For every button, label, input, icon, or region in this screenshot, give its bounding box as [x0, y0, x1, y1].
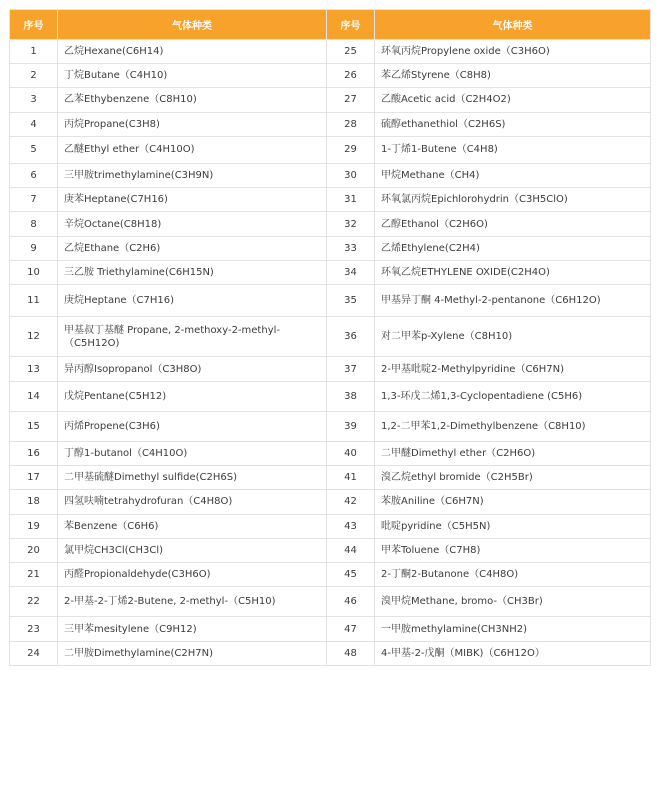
table-row [10, 212, 651, 236]
gas-name-left: 庚苯Heptane(C7H16) [58, 188, 327, 212]
row-number-left: 11 [10, 285, 58, 317]
table-row [10, 136, 651, 163]
gas-name-left: 三甲胺trimethylamine(C3H9N) [58, 163, 327, 187]
gas-name-left: 二甲基硫醚Dimethyl sulfide(C2H6S) [58, 465, 327, 489]
row-number-left: 17 [10, 465, 58, 489]
row-number-left: 22 [10, 587, 58, 617]
table-row [10, 40, 651, 64]
row-number-left: 14 [10, 381, 58, 411]
gas-name-left: 辛烷Octane(C8H18) [58, 212, 327, 236]
gas-name-left: 三甲苯mesitylene（C9H12) [58, 617, 327, 641]
gas-name-left: 乙醚Ethyl ether（C4H10O) [58, 136, 327, 163]
table-row [10, 641, 651, 665]
row-number-right: 26 [327, 64, 375, 88]
row-number-right: 25 [327, 40, 375, 64]
gas-name-right: 对二甲苯p-Xylene（C8H10) [375, 317, 651, 357]
gas-name-left: 苯Benzene（C6H6) [58, 514, 327, 538]
table-row [10, 441, 651, 465]
table-body [10, 40, 651, 666]
table-row [10, 538, 651, 562]
row-number-left: 9 [10, 236, 58, 260]
gas-name-left: 异丙醇Isopropanol（C3H8O) [58, 357, 327, 381]
gas-name-left: 乙苯Ethybenzene（C8H10) [58, 88, 327, 112]
table-row [10, 490, 651, 514]
table-row [10, 411, 651, 441]
gas-name-left: 2-甲基-2-丁烯2-Butene, 2-methyl-（C5H10) [58, 587, 327, 617]
table-row [10, 465, 651, 489]
gas-name-right: 吡啶pyridine（C5H5N) [375, 514, 651, 538]
gas-types-table [9, 9, 651, 666]
row-number-right: 28 [327, 112, 375, 136]
row-number-left: 24 [10, 641, 58, 665]
table-row [10, 188, 651, 212]
row-number-right: 47 [327, 617, 375, 641]
table-row [10, 357, 651, 381]
table-row [10, 317, 651, 357]
table-row [10, 88, 651, 112]
table-row [10, 587, 651, 617]
gas-name-right: 环氧乙烷ETHYLENE OXIDE(C2H4O) [375, 261, 651, 285]
gas-name-right: 二甲醚Dimethyl ether（C2H6O) [375, 441, 651, 465]
gas-name-right: 乙酸Acetic acid（C2H4O2) [375, 88, 651, 112]
gas-name-left: 三乙胺 Triethylamine(C6H15N) [58, 261, 327, 285]
gas-name-left: 二甲胺Dimethylamine(C2H7N) [58, 641, 327, 665]
gas-name-right: 2-丁酮2-Butanone（C4H8O) [375, 563, 651, 587]
row-number-right: 31 [327, 188, 375, 212]
gas-name-left: 丁醇1-butanol（C4H10O) [58, 441, 327, 465]
header-num-left: 序号 [10, 10, 58, 40]
table-row [10, 64, 651, 88]
row-number-left: 18 [10, 490, 58, 514]
row-number-right: 38 [327, 381, 375, 411]
table-row [10, 381, 651, 411]
gas-name-right: 2-甲基吡啶2-Methylpyridine（C6H7N) [375, 357, 651, 381]
row-number-left: 20 [10, 538, 58, 562]
row-number-right: 39 [327, 411, 375, 441]
row-number-left: 4 [10, 112, 58, 136]
gas-name-right: 1,2-二甲苯1,2-Dimethylbenzene（C8H10) [375, 411, 651, 441]
table-row [10, 236, 651, 260]
gas-name-right: 溴甲烷Methane, bromo-（CH3Br) [375, 587, 651, 617]
gas-name-right: 苯乙烯Styrene（C8H8) [375, 64, 651, 88]
gas-name-right: 甲基异丁酮 4-Methyl-2-pentanone（C6H12O) [375, 285, 651, 317]
row-number-left: 2 [10, 64, 58, 88]
gas-name-right: 一甲胺methylamine(CH3NH2) [375, 617, 651, 641]
row-number-right: 27 [327, 88, 375, 112]
gas-name-right: 硫醇ethanethiol（C2H6S) [375, 112, 651, 136]
table-row [10, 285, 651, 317]
gas-name-right: 环氧氯丙烷Epichlorohydrin（C3H5ClO) [375, 188, 651, 212]
row-number-left: 21 [10, 563, 58, 587]
gas-name-left: 戊烷Pentane(C5H12) [58, 381, 327, 411]
gas-name-left: 庚烷Heptane（C7H16) [58, 285, 327, 317]
gas-name-left: 四氢呋喃tetrahydrofuran（C4H8O) [58, 490, 327, 514]
table-row [10, 514, 651, 538]
gas-name-right: 4-甲基-2-戊酮（MIBK)（C6H12O） [375, 641, 651, 665]
gas-name-left: 甲基叔丁基醚 Propane, 2-methoxy-2-methyl-（C5H12O) [58, 317, 327, 357]
row-number-left: 8 [10, 212, 58, 236]
row-number-right: 29 [327, 136, 375, 163]
row-number-left: 13 [10, 357, 58, 381]
gas-name-left: 丁烷Butane（C4H10) [58, 64, 327, 88]
row-number-left: 12 [10, 317, 58, 357]
row-number-left: 15 [10, 411, 58, 441]
gas-name-left: 氯甲烷CH3Cl(CH3Cl) [58, 538, 327, 562]
gas-name-right: 甲苯Toluene（C7H8) [375, 538, 651, 562]
row-number-right: 44 [327, 538, 375, 562]
row-number-right: 41 [327, 465, 375, 489]
table-row [10, 261, 651, 285]
gas-name-left: 丙烯Propene(C3H6) [58, 411, 327, 441]
row-number-left: 23 [10, 617, 58, 641]
row-number-left: 6 [10, 163, 58, 187]
gas-name-right: 乙醇Ethanol（C2H6O) [375, 212, 651, 236]
row-number-right: 48 [327, 641, 375, 665]
gas-name-right: 乙烯Ethylene(C2H4) [375, 236, 651, 260]
row-number-right: 30 [327, 163, 375, 187]
gas-name-right: 1,3-环戊二烯1,3-Cyclopentadiene (C5H6) [375, 381, 651, 411]
row-number-right: 37 [327, 357, 375, 381]
gas-name-left: 乙烷Hexane(C6H14) [58, 40, 327, 64]
header-gas-left: 气体种类 [58, 10, 327, 40]
row-number-left: 5 [10, 136, 58, 163]
row-number-left: 1 [10, 40, 58, 64]
header-gas-right: 气体种类 [375, 10, 651, 40]
gas-name-right: 溴乙烷ethyl bromide（C2H5Br) [375, 465, 651, 489]
row-number-right: 45 [327, 563, 375, 587]
row-number-left: 10 [10, 261, 58, 285]
row-number-right: 33 [327, 236, 375, 260]
row-number-left: 19 [10, 514, 58, 538]
gas-table-container [9, 9, 650, 791]
gas-name-right: 环氧丙烷Propylene oxide（C3H6O) [375, 40, 651, 64]
gas-name-left: 丙醛Propionaldehyde(C3H6O) [58, 563, 327, 587]
gas-name-left: 丙烷Propane(C3H8) [58, 112, 327, 136]
header-num-right: 序号 [327, 10, 375, 40]
row-number-right: 40 [327, 441, 375, 465]
row-number-left: 16 [10, 441, 58, 465]
table-row [10, 563, 651, 587]
gas-name-right: 1-丁烯1-Butene（C4H8) [375, 136, 651, 163]
table-row [10, 163, 651, 187]
row-number-left: 3 [10, 88, 58, 112]
row-number-left: 7 [10, 188, 58, 212]
row-number-right: 34 [327, 261, 375, 285]
gas-name-right: 苯胺Aniline（C6H7N) [375, 490, 651, 514]
table-row [10, 617, 651, 641]
table-row [10, 112, 651, 136]
row-number-right: 36 [327, 317, 375, 357]
gas-name-right: 甲烷Methane（CH4) [375, 163, 651, 187]
header-row [10, 10, 651, 40]
gas-name-left: 乙烷Ethane（C2H6) [58, 236, 327, 260]
row-number-right: 42 [327, 490, 375, 514]
row-number-right: 46 [327, 587, 375, 617]
row-number-right: 35 [327, 285, 375, 317]
row-number-right: 32 [327, 212, 375, 236]
row-number-right: 43 [327, 514, 375, 538]
